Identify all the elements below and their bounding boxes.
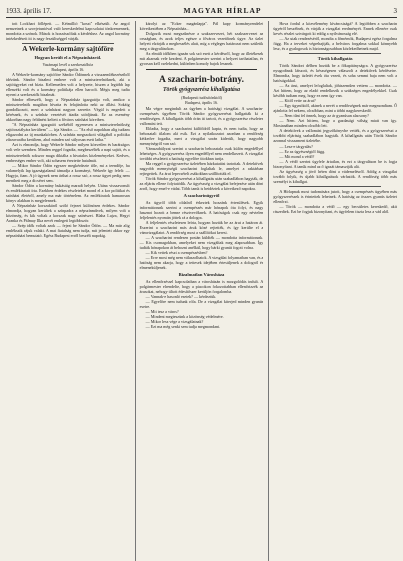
divider [289,53,381,54]
article-paragraph: A Hírlapnak most tudomására jutott, hogy a csempészés ügyében más gyógyszerészek is érintettek lehetnek. A hatóság az összes gyanús üzletet ellenőrzi. [273,188,397,204]
article-paragraph: — Lesz-e tárgyalás? [279,143,313,149]
article-paragraph: — Ezt ma még senki sem tudja megmondani. [145,324,221,330]
newspaper-title: MAGYAR HÍRLAP [183,6,262,15]
section-subheading: Török kihallgatás [317,56,353,62]
divider [289,186,381,187]
article-paragraph: — Mikor lesz vége a vizsgálatnak? [145,319,204,325]
column-2 [135,21,264,561]
article-paragraph: — Kik vettek részt a csempészésben? [145,250,208,256]
columns [6,21,397,561]
article-paragraph: Sándor Ödön a kormány bukásáig maradt helyén. Utána visszavonult és emlékiratait írta. Ezekben érdekes részleteket mond el a kor politikai és színházi életéről, amely ma már történelem. Az emlékiratok hamarosan könyv alakban is megjelennek. [6,182,130,203]
article-paragraph: Előadta, hogy a szacharint külföldről kapta, és nem tudta, hogy az behozatali tilalom alá esik. Ezt a nyilatkozatot azonban a rendőrség kétkedve fogadta, mert a vizsgálat során kiderült, hogy nagyobb mennyiségről van szó. [139,125,264,146]
article-paragraph: Sándor elbeszéli, hogy a Népszínház igazgatója volt, amikor a miniszterelnök magához hívatta és felajánlotta neki az állást. Sokáig gondolkozott, mert a színházat nagyon szerette. Végül is engedett a kérésnek, és a színház vezetését átadta utódjának. Ez az esemény akkoriban nagy feltűnést keltett a főváros színházi köreiben. [6,97,130,123]
article-paragraph: Vámszabályzat szerint a szacharin behozatala csak külön engedéllyel lehetséges. A gyógyszerész ilyen engedéllyel nem rendelkezett. A vizsgálat további részleteit a hatóság egyelőre titokban tartja. [139,145,264,161]
section-subheading: Bizalmatlan Városháza [178,272,225,278]
article-paragraph: — Egyelőre nem tudunk róla. De a vizsgálat kiterjed minden gyanús esetre. [139,299,264,310]
article-heading: A szacharin-botrány. [159,75,244,86]
article-paragraph: tott Lockhart föllépett. — Kétmillió "koszt" elkészült. Az angol nemzetnek a szovjetunióval való kereskedelmi kapcsolatai tönkremennek, mondotta a szónok. Mások is hozzászóltak a kérdéshez. Az angol kormány intézkedéseit itt is nagy feszültséggel várják. [6,21,130,42]
article-paragraph: — Nem tűnt fel önnek, hogy az ár gyanúsan alacsony? [279,113,369,119]
article-paragraph: — Erre most még nem válaszolhatok. A vizsgálat folyamatban van, és a hatóság nem akarja, hogy a tettesek idejében értesüljenek a dologról és elmeneküljenek. [139,255,264,271]
issue-date: 1933. április 17. [6,7,52,15]
article-paragraph: Török Sándort délben hozták be a főkapitányságra. A gyógyszerész nyugodtnak látszott, és készségesen válaszolt a detektívek kérdéseire. Elmondta, hogy üzletét évek óta vezeti, és soha semmi baja nem volt a hatóságokkal. [273,62,397,83]
article-kicker: (Budapesti tudósítónktól) [181,95,222,101]
article-paragraph: — Kitől vette az árut? [279,98,316,104]
article-paragraph: — A védő szerint ügyfele ártatlan, és ezt a tárgyaláson be is fogja bizonyítani. A tanúk mind az ő igazát támasztják alá. [273,158,397,169]
article-dateline: Budapest, április 16. [51,66,85,72]
article-paragraph: — Mit mond a védő? [279,153,315,159]
page-number: 3 [393,7,397,15]
article-kicker: Vasárnapi levél a szerkesztőhöz [42,61,94,67]
section-subheading: A szacharinügyrõl [183,193,220,199]
divider [22,43,114,44]
article-paragraph: — Nem. Azt hittem, hogy a gazdasági válság miatt van így. Mostanában minden olcsóbb lett. [273,118,397,129]
article-paragraph: A feljelentés részletesen leírta, hogyan hozták be az árut a határon át. Eszerint a szacharint más áruk közé rejtették, és így kerülte el a vámvizsgálatot. A rendőrség most a szállítókat keresi. [139,220,264,236]
article-paragraph: — Az árut, amelyet lefoglaltak, jóhiszeműen vettem — mondotta. — Azt hittem, hogy az eladó rendelkezik a szükséges engedélyekkel. Csak később tudtam meg, hogy ez nem így van. [273,82,397,99]
article-paragraph: Ma reggel a gyógyszerész üzletében házkutatást tartottak. A detektívek nagyobb mennyiségű szacharint foglaltak le, amelyet a raktárban rejtegettek. Az árut lepecsételt zsákokban szállították el. [139,161,264,177]
article-paragraph: Török Sándor gyógyszerészt a kihallgatás után szabadlábon hagyták, de az eljárás ellene folytatódik. Az ügyészség a vizsgálat befejezése után dönt arról, hogy emel-e vádat. Több tanút is beidéztek a következő napokra. [139,176,264,192]
article-paragraph: Az ügyről több oldalról érkeztek hozzánk értesülések. Egyik informátorunk szerint a csempészés már hónapok óta folyt, és nagy hasznot hozott a benne résztvevőknek. A hatóságok csak egy névtelen feljelentés nyomán jöttek rá a dologra. [139,199,264,220]
article-paragraph: Hova fordul a közvélemény kíváncsiságá? A legtöbben a szacharin ügyéről beszélnek, és várják a vizsgálat eredményét. Ennek ellenére csak kevés részlet szivárgott ki eddig a nyilvánosság elé. [273,21,397,37]
column-3 [268,21,397,561]
article-paragraph: Dolgozik most megszűnésre a szakszervezet, hét szakszervezet az országban, és azok teljes egésze a főváros vezetőinek ügye. Az üzlet helyett elzárják a megbeszélés alatt, míg a végleges határozat nem születik meg a tárgyalásokon. [139,31,264,52]
article-paragraph: — Mikor Sándor Ödön egyszer megkérdezte tőle, mi a teendője, ha valamelyik lap igazságtalanul támadja a kormányt, Wekerle így felelt: — Hagyja, fiam. A jó ügynek nem árthat a rossz szó, a rossz ügyet pedig nem mentheti meg a dicséret sem. [6,162,130,183]
article-paragraph: — Szép idők voltak azok — fejezi be Sándor Ödön. — Ma már alig emlékszik rájuk valaki. A mai fiatalság nem tudja, mit jelentett akkor egy népszínházi bemutató. Egész Budapest erről beszélt napokig. [6,223,130,239]
page-header [6,5,397,18]
article-paragraph: — Mit tesz a város? [145,309,179,315]
article-dateline: Budapest, április 16. [185,100,218,106]
article-subheading: Török gyógyszerész kihallgatása [163,87,240,94]
article-paragraph: — Egy ügynöktől, akinek a nevét a rendőrségnek már megmondtam. Ő ajánlotta fel nekem, olcsóbban, mint a többi nagykereskedő. [273,103,397,114]
article-paragraph: Azt is elmondja, hogy Wekerle Sándor milyen közvetlen és barátságos volt vele szemben. Minden reggel fogadta, megbeszélték a napi sajtót, és a miniszterelnök sokszor maga diktálta a hivatalos közleményeket. Kedves, emberséges ember volt, aki sohasem éreztette hatalmát. [6,142,130,163]
article-paragraph: károlyi az "Ecker magánlapja". Pál kapy kormányrendelet következtében a Népszínház... [139,21,264,32]
column-1 [6,21,130,561]
article-paragraph: A Népszínház korszakáról szóló fejezet különösen érdekes. Sándor elmondja, hogyan kerültek a színpadra a népszínművek, milyen volt a közönség, és kik voltak a korszak nagy színészei. Blaha Lujza, Hegyi Aranka és Pálmay Ilka nevét emlegeti legtöbbször. [6,203,130,224]
article-paragraph: — Az utak rendezéséről, mondta a főmérnök, Budapest egész forgalma függ. Ha a terveket végrehajtják, a belváros forgalma sokkal könnyebb lesz, és a gyalogosok is biztonságosabban közlekedhetnek majd. [273,36,397,52]
article-paragraph: A detektívek a vallomást jegyzőkönyvbe vették, és a gyógyszerészt a további eljárásig szabadlábon hagyták. A kihallgatás után Török Sándor azonnal visszament üzletébe. [273,128,397,144]
divider [146,69,258,70]
article-paragraph: — A szacharint rendesen postán küldték — mondotta informátorunk. — Kis csomagokban, amelyeket nem vizsgáltak meg alaposabban. Így tudták hónapokon át behozni anélkül, hogy bárki gyanút fogott volna. [139,235,264,251]
article-paragraph: "A Népszínház igazgatói székéből egyenesen a miniszterelnökség sajtóosztályára kerültem" — írja Sándor. — "Az első napokban alig tudtam eligazodni az új munkakörben. A színház megszokott világából a politika zűrzavarába kerültem, ahol minden szó súlyosan esett latba." [6,122,130,143]
article-paragraph: — Mindent megteszünk a közönség védelmére. [145,314,224,320]
article-paragraph: A Wekerle-kormány sajtóföre Sándor Ödönnek a visszaemlékezéseiből idézünk. Sándor bizalmi embere volt a miniszterelnöknek, aki a sajtóügyeket reá bízta. Kellemetlen volt a helyzete, hiszen a legtöbb lap ellenzéki volt és a kormány politikája ellen harcolt. Mégis meg tudta nyerni a szerkesztők bizalmát. [6,71,130,97]
article-paragraph: — Török — mondotta a védő — egy becsületes kereskedő, akit rászedtek. Ezt be fogjuk bizonyítani, és ügyfelem tiszta lesz a vád alól. [273,204,397,215]
article-paragraph: Az ügyészség a jövő héten dönt a vádemelésről. Addig a vizsgálat tovább folyik, és újabb kihallgatások várhatók. A rendőrség több más személyt is kihallgat. [273,168,397,184]
article-paragraph: — Ez az ügyészségtől függ. [279,148,326,154]
article-paragraph: — Vannak-e hasonló esetek? — kérdeztük. [145,294,217,300]
article-paragraph: Az ellenőrzéssel kapcsolatban a városházán is mozgolódás indult. A polgármester elrendelte, hogy a piacokon fokozottabban ellenőrizzék az árusokat, nehogy tiltott édesítőszer kerüljön forgalomba. [139,278,264,295]
article-subheading: Hogyan került el a Népszínházról. [34,55,102,61]
article-heading: A Wekerle-kormány sajtóföre [22,45,114,54]
article-paragraph: Ma végre megindult az ügyben a hatósági vizsgálat. A szacharin-csempészés ügyében Török Sándor gyógyszerészt hallgatták ki a rendőrségen. A kihallgatás több órán át tartott, és a gyógyszerész részletes vallomást tett. [139,105,264,126]
article-paragraph: Az elmúlt időkben igazán sok szó esett a kérdésről, hogy az illetékesek mit akarnak vele kezdeni. A polgármester szerint a helyzet tarthatatlan, és gyorsan kell cselekedni, különben komoly bajok lesznek. [139,51,264,67]
